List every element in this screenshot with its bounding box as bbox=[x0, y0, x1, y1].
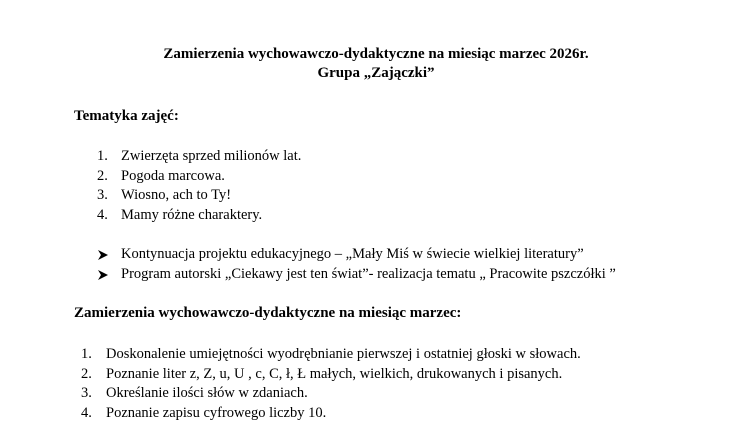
list-number: 1. bbox=[81, 346, 92, 362]
list-number: 1. bbox=[97, 148, 108, 164]
arrow-bullet-icon bbox=[97, 269, 109, 281]
bullet-text: Kontynuacja projektu edukacyjnego – „Mały Miś w świecie wielkiej literatury” bbox=[121, 246, 584, 262]
list-number: 2. bbox=[97, 167, 108, 184]
document-title: Zamierzenia wychowawczo-dydaktyczne na miesiąc marzec 2026r. bbox=[163, 46, 589, 62]
list-number: 2. bbox=[81, 365, 92, 382]
arrow-bullet-icon bbox=[97, 249, 109, 261]
section-heading-topics: Tematyka zajęć: bbox=[74, 108, 179, 124]
group-name: Grupa „Zajączki” bbox=[317, 65, 435, 81]
list-number: 3. bbox=[81, 385, 92, 401]
list-text: Doskonalenie umiejętności wyodrębnianie pierwszej i ostatniej głoski w słowach. bbox=[106, 346, 581, 362]
list-text: Zwierzęta sprzed milionów lat. bbox=[121, 148, 302, 164]
section-heading-goals: Zamierzenia wychowawczo-dydaktyczne na miesiąc marzec: bbox=[74, 305, 462, 321]
list-text: Pogoda marcowa. bbox=[121, 167, 225, 184]
list-text: Wiosno, ach to Ty! bbox=[121, 187, 232, 203]
list-number: 4. bbox=[81, 404, 92, 421]
list-number: 3. bbox=[97, 187, 108, 203]
bullet-text: Program autorski „Ciekawy jest ten świat”- realizacja tematu „ Pracowite pszczółki ” bbox=[121, 265, 616, 282]
list-text: Poznanie liter z, Z, u, U , c, C, ł, Ł małych, wielkich, drukowanych i pisanych. bbox=[106, 365, 563, 382]
list-text: Mamy różne charaktery. bbox=[121, 206, 263, 223]
list-text: Określanie ilości słów w zdaniach. bbox=[106, 385, 308, 401]
list-number: 4. bbox=[97, 206, 108, 223]
list-text: Poznanie zapisu cyfrowego liczby 10. bbox=[106, 404, 327, 421]
